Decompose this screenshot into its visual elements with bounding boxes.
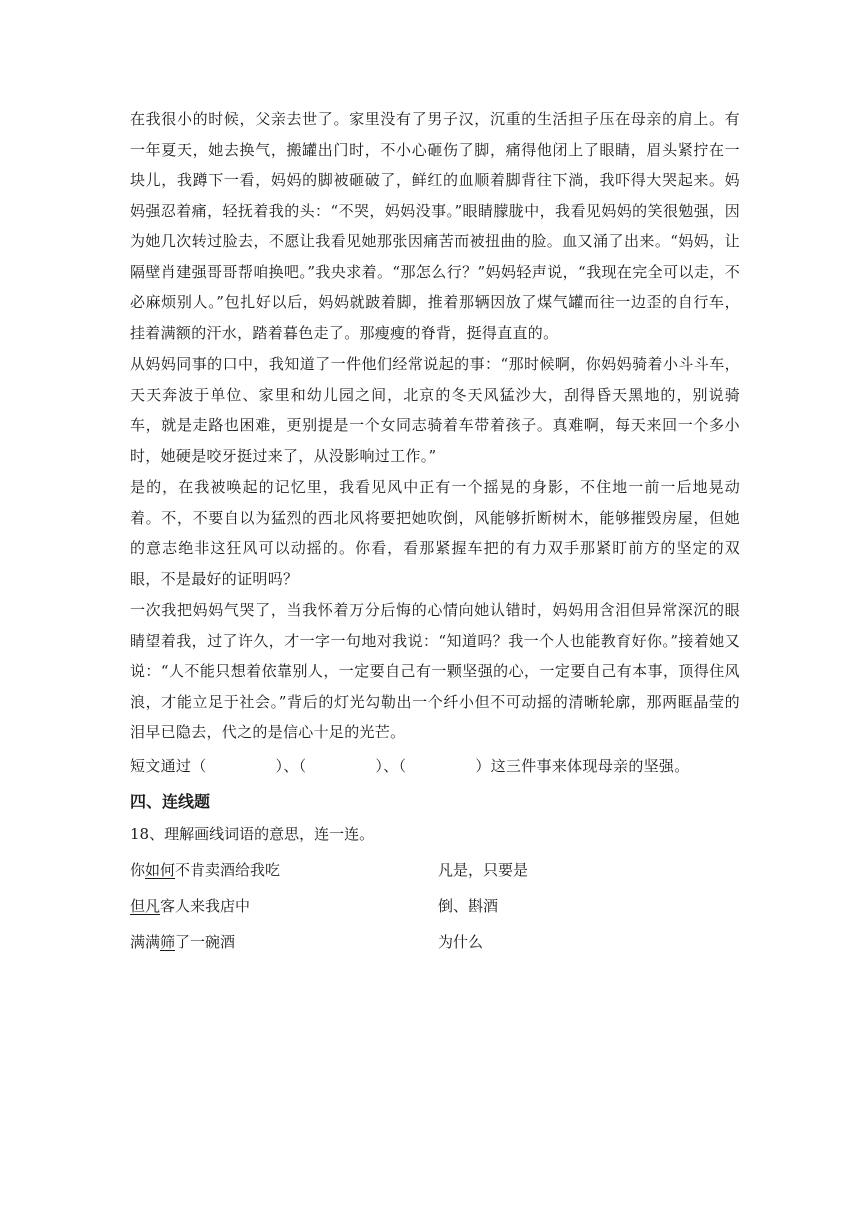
sentence-text-before: 你 <box>130 860 146 879</box>
matching-sentence[interactable] <box>130 927 438 957</box>
reading-passage <box>130 104 740 748</box>
question-instruction: 18、理解画线词语的意思，连一连。 <box>130 824 375 843</box>
matching-sentence[interactable] <box>130 855 438 885</box>
underlined-word: 筛 <box>160 932 176 951</box>
matching-row <box>130 855 740 885</box>
question-prefix: 短文通过（ <box>130 756 207 775</box>
section-heading: 四、连线题 <box>130 791 211 811</box>
matching-meaning[interactable]: 凡是，只要是 <box>438 860 529 879</box>
underlined-word: 如何 <box>145 860 176 879</box>
matching-row <box>130 891 740 921</box>
passage-paragraph-2: 从妈妈同事的口中，我知道了一件他们经常说起的事：“那时候啊，你妈妈骑着小斗斗车，天天奔波于单位、家里和幼儿园之间，北京的冬天风猛沙大，刮得昏天黑地的，别说骑车，就是走路也困难，更别提是一个女同志骑着车带着孩子。真难啊，每天来回一个多小时，她硬是咬牙挺过来了，从没影响过工作。” <box>130 355 740 465</box>
question-separator-1: ）、（ <box>275 756 307 775</box>
sentence-text-after: 了一碗酒 <box>175 932 236 951</box>
matching-sentence[interactable] <box>130 891 438 921</box>
fill-in-question <box>130 751 740 781</box>
question-separator-2: ）、（ <box>375 756 407 775</box>
sentence-text-after: 不肯卖酒给我吃 <box>175 860 281 879</box>
matching-exercise <box>130 855 740 957</box>
passage-paragraph-3: 是的，在我被唤起的记忆里，我看见风中正有一个摇晃的身影，不住地一前一后地晃动着。不，不要自以为猛烈的西北风将要把她吹倒，风能够折断树木，能够摧毁房屋，但她的意志绝非这狂风可以动摇的。你看，看那紧握车把的有力双手那紧盯前方的坚定的双眼，不是最好的证明吗？ <box>130 478 740 588</box>
matching-row <box>130 927 740 957</box>
underlined-word: 但凡 <box>130 896 161 915</box>
question-suffix: ）这三件事来体现母亲的坚强。 <box>475 756 690 775</box>
matching-meaning[interactable]: 倒、斟酒 <box>438 896 499 915</box>
passage-paragraph-4: 一次我把妈妈气哭了，当我怀着万分后悔的心情向她认错时，妈妈用含泪但异常深沉的眼睛望着我，过了许久，才一字一句地对我说：“知道吗？我一个人也能教育好你。”接着她又说：“人不能只想着依靠别人，一定要自己有一颗坚强的心，一定要自己有本事，顶得住风浪，才能立足于社会。”背后的灯光勾勒出一个纤小但不可动摇的清晰轮廓，那两眶晶莹的泪早已隐去，代之的是信心十足的光芒。 <box>130 601 740 741</box>
sentence-text-before: 满满 <box>130 932 161 951</box>
passage-paragraph-1: 在我很小的时候，父亲去世了。家里没有了男子汉，沉重的生活担子压在母亲的肩上。有一年夏天，她去换气，搬罐出门时，不小心砸伤了脚，痛得他闭上了眼睛，眉头紧拧在一块儿，我蹲下一看，妈妈的脚被砸破了，鲜红的血顺着脚背往下淌，我吓得大哭起来。妈妈强忍着痛，轻抚着我的头：“不哭，妈妈没事。”眼睛朦胧中，我看见妈妈的笑很勉强，因为她几次转过脸去，不愿让我看见她那张因痛苦而被扭曲的脸。血又涌了出来。“妈妈，让隔壁肖建强哥哥帮咱换吧。”我央求着。“那怎么行？”妈妈轻声说，“我现在完全可以走，不必麻烦别人。”包扎好以后，妈妈就跛着脚，推着那辆因放了煤气罐而往一边歪的自行车，挂着满额的汗水，踏着暮色走了。那瘦瘦的脊背，挺得直直的。 <box>130 110 740 342</box>
sentence-text-after: 客人来我店中 <box>160 896 251 915</box>
matching-meaning[interactable]: 为什么 <box>438 932 484 951</box>
